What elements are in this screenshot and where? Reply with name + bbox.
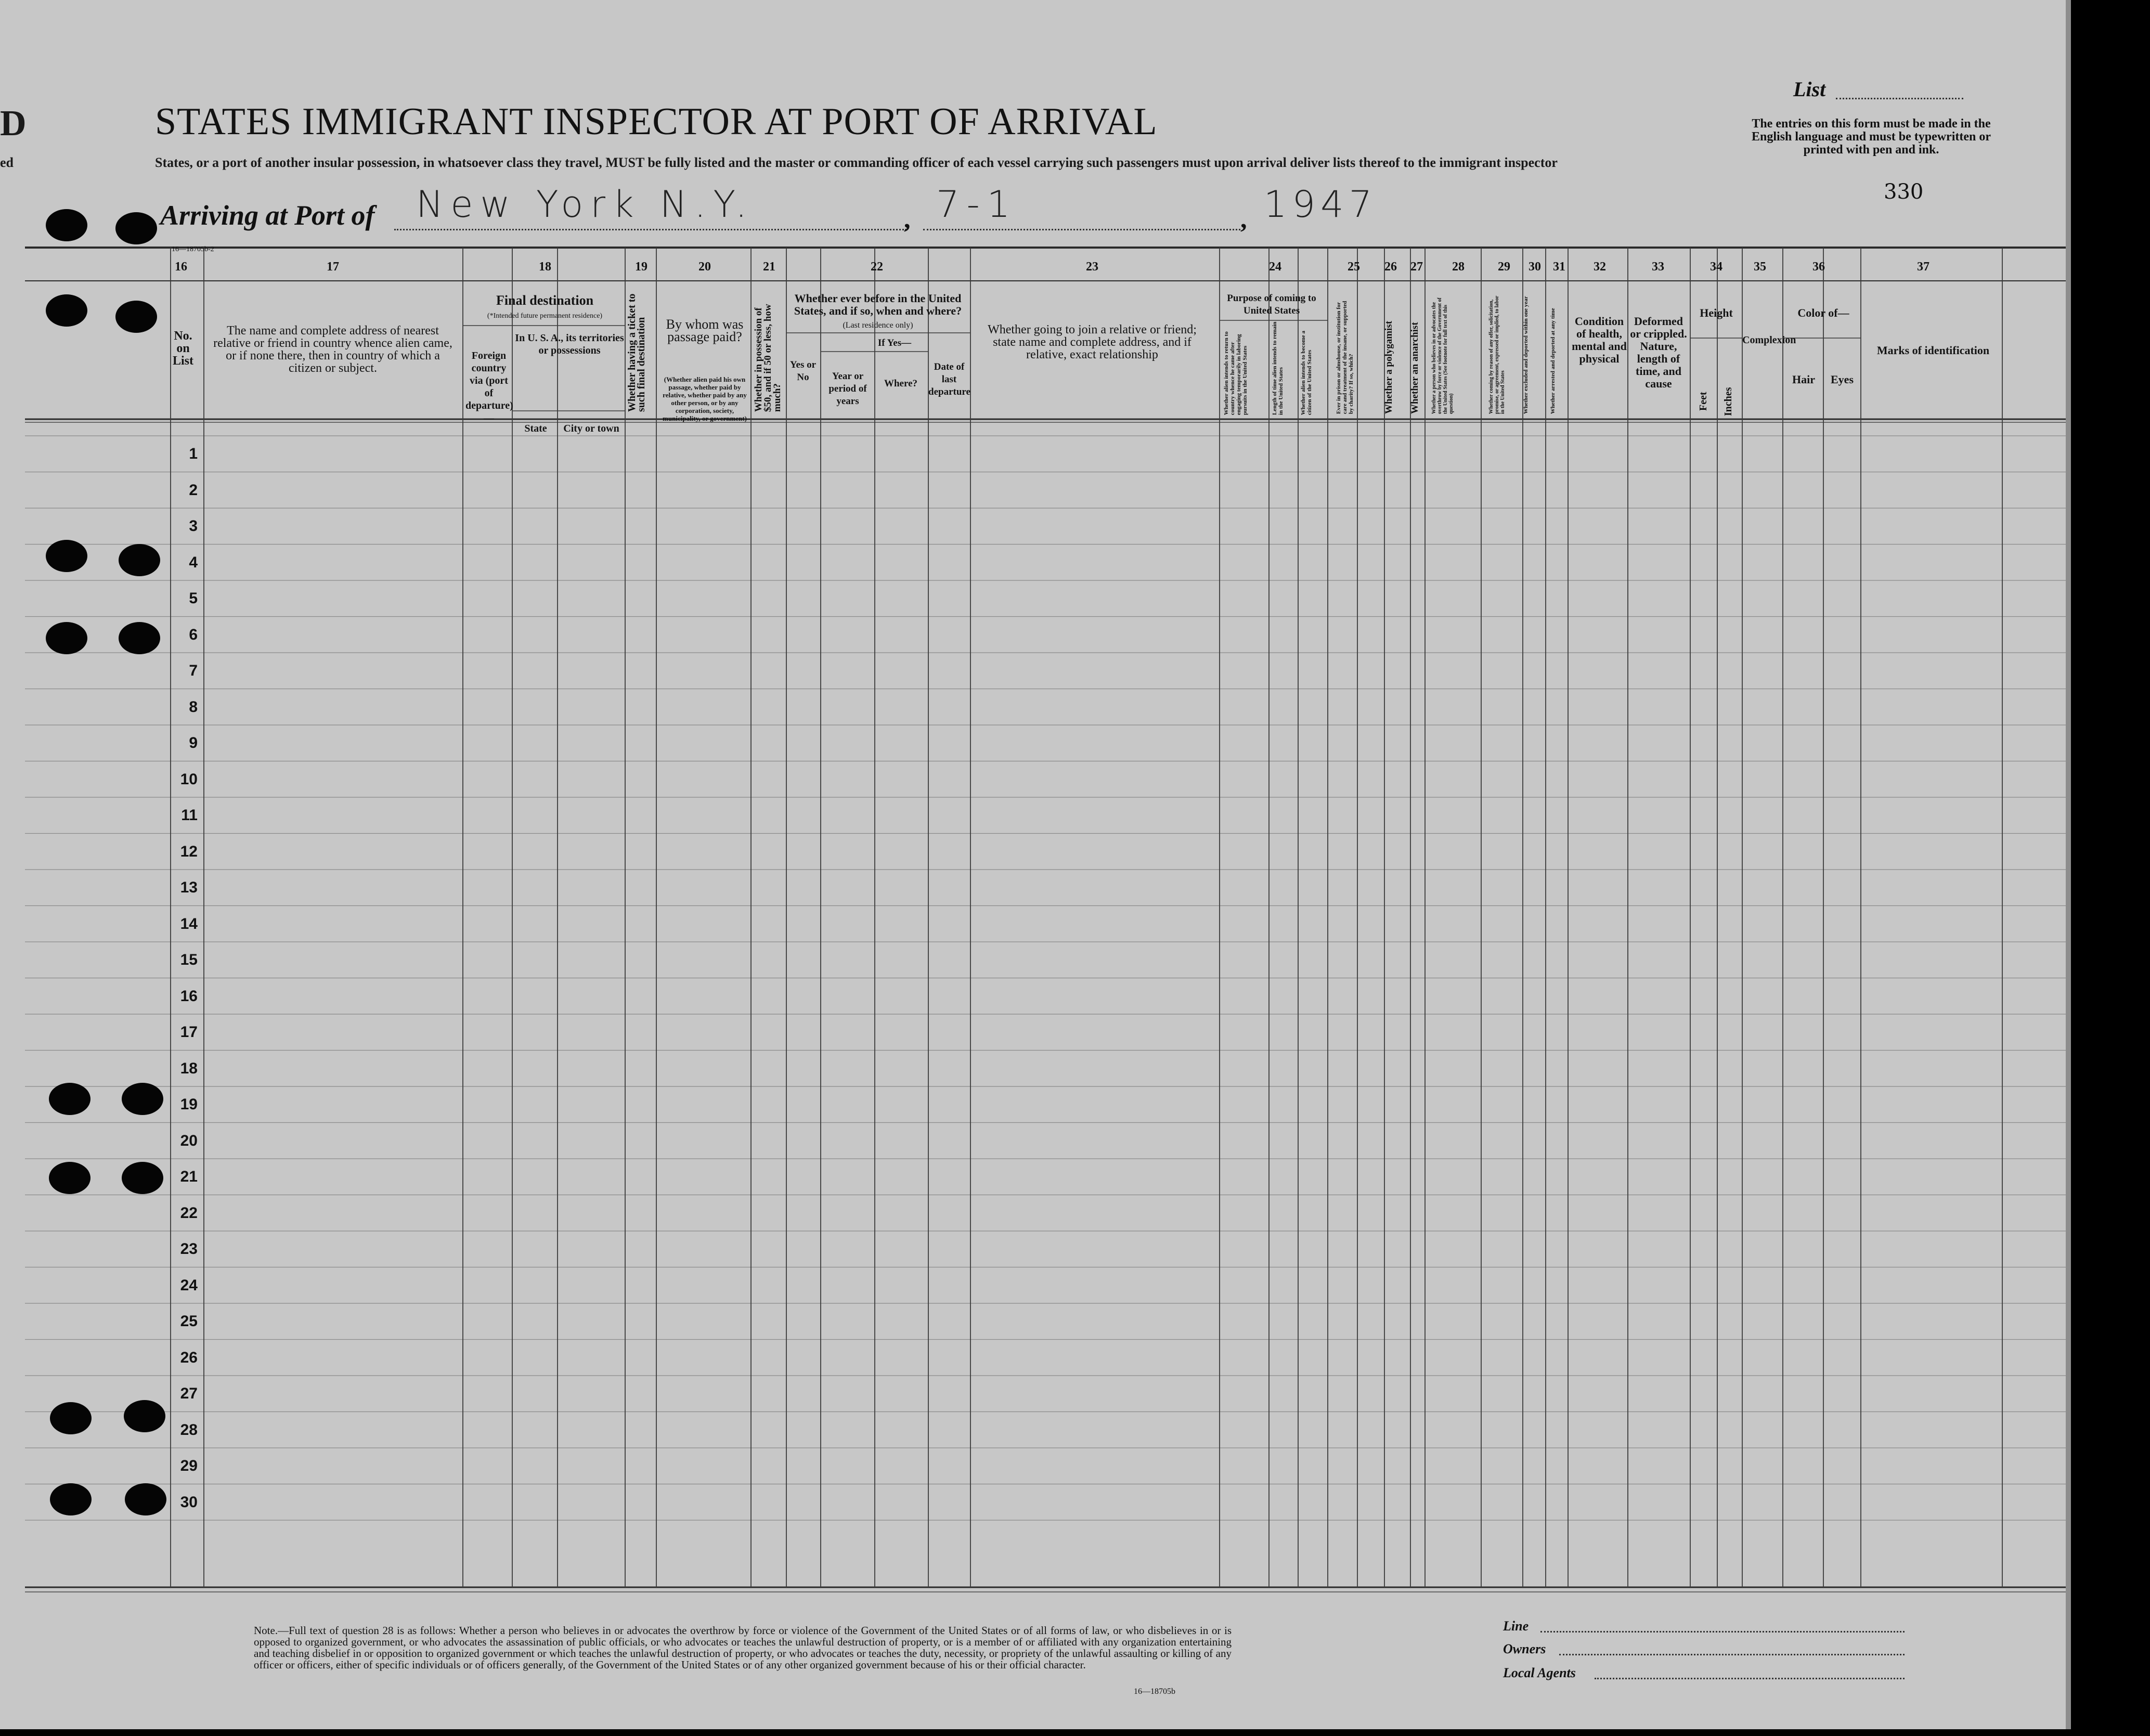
row-number: 24 (180, 1276, 198, 1294)
row-number: 15 (180, 951, 198, 968)
port-field-line (394, 229, 906, 230)
hdr-29: Whether coming by reason of any offer, solicitation, promise, or agreement, expressed or implied, to labor in the United States (1488, 295, 1506, 414)
form-code-top: 16—18705b-2 (172, 245, 214, 253)
hdr-31: Whether arrested and deported at any time (1550, 308, 1556, 414)
punch-hole (46, 294, 87, 327)
row-number: 16 (180, 987, 198, 1005)
hdr-24c: Whether alien intends to become a citizen of the United States (1300, 330, 1313, 415)
punch-hole (115, 301, 157, 333)
row-number: 8 (189, 698, 198, 716)
punch-hole (122, 1162, 163, 1194)
row-number: 1 (189, 445, 198, 462)
row-number: 9 (189, 734, 198, 752)
list-label: List (1793, 77, 1826, 101)
row-number: 6 (189, 626, 198, 643)
punch-hole (122, 1083, 163, 1115)
row-number: 17 (180, 1024, 198, 1041)
hdr-city-town: City or town (563, 423, 619, 434)
hdr-25: Ever in prison or almshouse, or institution for care and treatment of the insane, or supported by charity? If so, which? (1336, 301, 1354, 414)
row-number: 19 (180, 1096, 198, 1113)
col-num-16: 16 (175, 260, 187, 274)
row-number: 30 (180, 1493, 198, 1511)
hdr-28: Whether a person who believes in or advocates the overthrow by force or violence of the Government of the United States (See footnote for full text of this question) (1431, 297, 1454, 414)
hdr-relative-address: The name and complete address of nearest relative or friend in country whence alien came, or if none there, then in country of which a citizen or subject. (213, 324, 452, 375)
col-num-33: 33 (1652, 260, 1664, 274)
local-agents-field (1595, 1678, 1905, 1679)
list-field-line (1836, 98, 1963, 99)
col-num-31: 31 (1553, 260, 1565, 274)
row-number: 29 (180, 1457, 198, 1474)
form-title: STATES IMMIGRANT INSPECTOR AT PORT OF ARRIVAL (155, 100, 1158, 143)
entries-note: The entries on this form must be made in the English language and must be typewritten or printed with pen and ink. (1751, 117, 1991, 157)
hdr-30: Whether excluded and deported within one year (1523, 296, 1529, 414)
hdr-where: Where? (884, 378, 918, 389)
hdr-passage-paid: By whom was passage paid? (666, 317, 744, 344)
col-num-26: 26 (1384, 260, 1397, 274)
hdr-passage-paid-note: (Whether alien paid his own passage, whether paid by relative, whether paid by any other person, or by any corporation, society, municipality, or government) (663, 375, 747, 422)
row-number: 5 (189, 590, 198, 607)
row-number: 13 (180, 879, 198, 896)
col-num-29: 29 (1498, 260, 1510, 274)
hdr-ticket: Whether having a ticket to such final destination (626, 293, 647, 412)
hdr-final-destination-note: (*Intended future permanent residence) (487, 312, 603, 320)
col-num-22: 22 (871, 260, 883, 274)
port-handwritten: New York N.Y. (416, 183, 755, 226)
punch-hole (50, 1483, 92, 1515)
date-comma-2: , (1240, 204, 1247, 234)
col-num-19: 19 (635, 260, 647, 274)
hdr-inches: Inches (1722, 387, 1734, 416)
col-num-24: 24 (1269, 260, 1281, 274)
hdr-year-period: Year or period of years (828, 371, 867, 407)
owners-field (1559, 1654, 1905, 1655)
row-number: 4 (189, 553, 198, 571)
hdr-state: State (524, 423, 547, 434)
col-num-34: 34 (1710, 260, 1722, 274)
punch-hole (49, 1083, 90, 1115)
col-num-30: 30 (1529, 260, 1541, 274)
hdr-purpose: Purpose of coming to United States (1227, 293, 1316, 316)
col-num-32: 32 (1594, 260, 1606, 274)
arriving-label: Arriving at Port of (160, 200, 375, 231)
row-number: 3 (189, 517, 198, 535)
col-num-21: 21 (763, 260, 775, 274)
col-num-37: 37 (1917, 260, 1929, 274)
row-number: 10 (180, 770, 198, 788)
sheet-edge (2066, 0, 2071, 1729)
hdr-height: Height (1700, 306, 1733, 319)
row-number: 22 (180, 1204, 198, 1222)
hdr-before-in-us: Whether ever before in the United States, and if so, when and where? (794, 292, 962, 317)
hdr-color-of: Color of— (1797, 306, 1849, 319)
hdr-foreign-country: Foreign country via (port of departure)— (465, 350, 513, 424)
hdr-eyes: Eyes (1831, 373, 1854, 386)
punch-hole (49, 1162, 90, 1194)
edge-text-partial-2: ed (0, 155, 14, 170)
row-number: 20 (180, 1132, 198, 1149)
hdr-24a: Whether alien intends to return to country whence he came after engaging temporarily in laboring pursuits in the United States (1223, 331, 1248, 415)
footnote-q28: Note.—Full text of question 28 is as follows: Whether a person who believes in or advocates the overthrow by force or violence of the Government of the United States or of all forms of law, or who disbelieves in or is opposed to organized government, or who advocates the assassination of public officials, or who advocates or teaches the unlawful destruction of property, or is a member of or affiliated with any organization entertaining and teaching disbelief in or opposition to organized government or which teaches the unlawful destruction of property, or who advocates or teaches the duty, necessity, or propriety of the unlawful assaulting or killing of any officer or officers, either of specific individuals or of officers generally, of the Government of the United States or of any other organized government because of his or their official character. (254, 1624, 1232, 1671)
punch-hole (119, 622, 160, 654)
hdr-polygamist: Whether a polygamist (1383, 320, 1394, 414)
punch-hole (115, 212, 157, 244)
row-number: 25 (180, 1313, 198, 1330)
row-number: 11 (181, 807, 198, 824)
col-num-23: 23 (1086, 260, 1098, 274)
hdr-possession-50: Whether in possession of $50, and if 50 or less, how much? (753, 304, 783, 412)
line-field (1540, 1631, 1905, 1633)
hdr-health: Condition of health, mental and physical (1572, 315, 1627, 365)
row-number: 14 (180, 915, 198, 932)
row-number: 2 (189, 481, 198, 499)
row-number: 26 (180, 1349, 198, 1366)
hdr-in-usa: In U. S. A., its territories or possessions (515, 332, 624, 356)
row-number: 7 (189, 662, 198, 679)
hdr-24b: Length of time alien intends to remain in the United States (1272, 321, 1284, 415)
col-num-27: 27 (1410, 260, 1423, 274)
year-handwritten: 1947 (1264, 183, 1378, 226)
col-num-25: 25 (1348, 260, 1360, 274)
line-label: Line (1503, 1618, 1529, 1634)
hdr-no-on-list: No. on List (172, 329, 193, 368)
row-number: 21 (180, 1168, 198, 1185)
hdr-marks: Marks of identification (1876, 344, 1990, 357)
local-agents-label: Local Agents (1503, 1665, 1576, 1680)
form-code-bottom: 16—18705b (1134, 1687, 1175, 1696)
hdr-final-destination: Final destination (496, 293, 594, 308)
punch-hole (124, 1400, 165, 1432)
hdr-deformed: Deformed or crippled. Nature, length of time, and cause (1630, 315, 1687, 390)
row-number: 23 (180, 1240, 198, 1258)
date-handwritten: 7-1 (936, 183, 1018, 226)
col-num-28: 28 (1452, 260, 1465, 274)
punch-hole (125, 1483, 166, 1515)
hdr-feet: Feet (1698, 392, 1709, 411)
hdr-hair: Hair (1792, 373, 1815, 386)
punch-hole (46, 622, 87, 654)
hdr-if-yes: If Yes— (877, 338, 912, 348)
date-comma-1: , (904, 204, 911, 234)
punch-hole (119, 544, 160, 576)
row-number: 12 (180, 843, 198, 860)
punch-hole (46, 540, 87, 572)
hdr-anarchist: Whether an anarchist (1409, 322, 1420, 414)
col-num-36: 36 (1812, 260, 1825, 274)
row-number: 28 (180, 1421, 198, 1439)
punch-hole (46, 209, 87, 241)
punch-hole (50, 1402, 92, 1434)
hdr-date-departure: Date of last departure (928, 361, 970, 397)
hdr-yes-no: Yes or No (789, 359, 817, 383)
row-number: 27 (180, 1385, 198, 1402)
hdr-last-residence: (Last residence only) (843, 321, 913, 330)
page-number: 330 (1884, 180, 1924, 204)
owners-label: Owners (1503, 1641, 1546, 1656)
col-num-20: 20 (698, 260, 711, 274)
row-number: 18 (180, 1059, 198, 1077)
form-subtitle: States, or a port of another insular possession, in whatsoever class they travel, MUST be fully listed and the master or commanding officer of each vessel carrying such passengers must upon arrival deliver lists thereof to the immigrant inspector (155, 155, 1558, 170)
col-num-35: 35 (1754, 260, 1766, 274)
hdr-joining-relative: Whether going to join a relative or friend; state name and complete address, and if relative, exact relationship (988, 323, 1197, 361)
col-num-18: 18 (539, 260, 551, 274)
date-field-line (923, 229, 1240, 230)
hdr-complexion: Complexion (1742, 334, 1796, 346)
col-num-17: 17 (327, 260, 339, 274)
edge-text-partial-1: D (0, 103, 27, 144)
